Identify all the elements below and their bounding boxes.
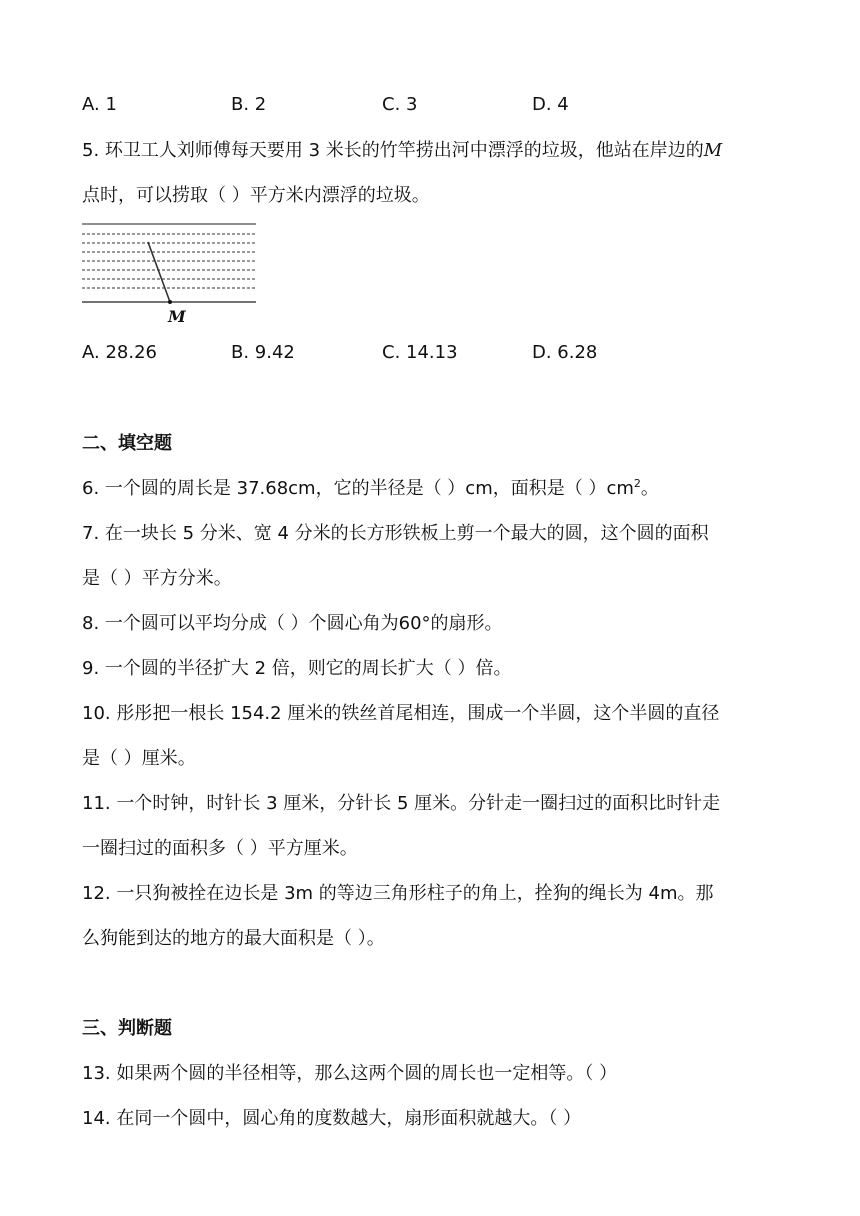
river-diagram bbox=[82, 222, 258, 328]
q11-line-2: 一圈扫过的面积多（ ）平方厘米。 bbox=[82, 838, 358, 859]
q5-option-d: D. 6.28 bbox=[532, 342, 598, 363]
river-figure bbox=[82, 222, 258, 328]
q10-line-1: 10. 彤彤把一根长 154.2 厘米的铁丝首尾相连，围成一个半圆，这个半圆的直径 bbox=[82, 703, 720, 724]
q5-line-1 bbox=[82, 139, 722, 163]
q14: 14. 在同一个圆中，圆心角的度数越大，扇形面积就越大。（ ） bbox=[82, 1108, 582, 1129]
bamboo-pole bbox=[148, 242, 170, 302]
q13: 13. 如果两个圆的半径相等，那么这两个圆的周长也一定相等。（ ） bbox=[82, 1063, 618, 1084]
q10-line-2: 是（ ）厘米。 bbox=[82, 748, 196, 769]
q12-line-2: 么狗能到达的地方的最大面积是（ ）。 bbox=[82, 928, 385, 949]
q6-text: 6. 一个圆的周长是 37.68cm，它的半径是（ ）cm，面积是（ ）cm bbox=[82, 478, 634, 499]
q7-line-1: 7. 在一块长 5 分米、宽 4 分米的长方形铁板上剪一个最大的圆，这个圆的面积 bbox=[82, 523, 709, 544]
q5-option-c: C. 14.13 bbox=[382, 342, 458, 363]
q11-line-1: 11. 一个时钟，时针长 3 厘米，分针长 5 厘米。分针走一圈扫过的面积比时针走 bbox=[82, 793, 721, 814]
q5-text: 5. 环卫工人刘师傅每天要用 3 米长的竹竿捞出河中漂浮的垃圾，他站在岸边的 bbox=[82, 140, 704, 161]
point-m bbox=[168, 300, 172, 304]
q5-option-a: A. 28.26 bbox=[82, 342, 157, 363]
q4-option-b: B. 2 bbox=[231, 94, 267, 115]
q12-line-1: 12. 一只狗被拴在边长是 3m 的等边三角形柱子的角上，拴狗的绳长为 4m。那 bbox=[82, 883, 714, 904]
q4-option-a: A. 1 bbox=[82, 94, 117, 115]
section-title-fill-in: 二、填空题 bbox=[82, 433, 172, 454]
q5-var-m: M bbox=[703, 140, 723, 161]
q5-line-2: 点时，可以捞取（ ）平方米内漂浮的垃圾。 bbox=[82, 185, 430, 206]
q5-option-b: B. 9.42 bbox=[231, 342, 295, 363]
q6-end: 。 bbox=[640, 478, 659, 499]
section-title-true-false: 三、判断题 bbox=[82, 1018, 172, 1039]
point-m-label: M bbox=[168, 307, 186, 326]
q8: 8. 一个圆可以平均分成（ ）个圆心角为60°的扇形。 bbox=[82, 613, 503, 634]
q6 bbox=[82, 477, 659, 501]
q9: 9. 一个圆的半径扩大 2 倍，则它的周长扩大（ ）倍。 bbox=[82, 658, 512, 679]
q6-superscript: 2 bbox=[633, 477, 641, 490]
q4-option-c: C. 3 bbox=[382, 94, 418, 115]
q4-option-d: D. 4 bbox=[532, 94, 569, 115]
q7-line-2: 是（ ）平方分米。 bbox=[82, 568, 232, 589]
